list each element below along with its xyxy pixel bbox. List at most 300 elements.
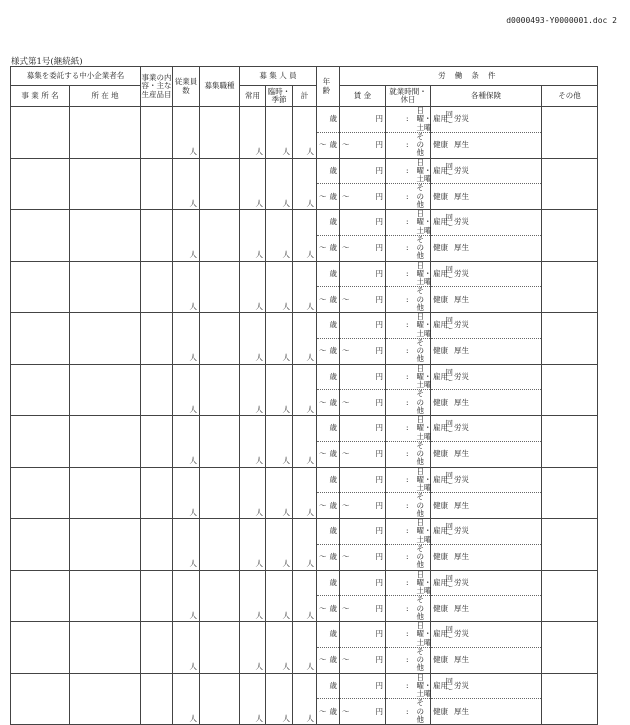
recruit-type-cell[interactable]: [200, 107, 240, 159]
business-content-cell[interactable]: [141, 416, 173, 468]
header-other: その他: [542, 86, 598, 107]
person-unit: 人: [190, 353, 198, 362]
recruit-type-cell[interactable]: [200, 570, 240, 622]
insurance-cell[interactable]: [431, 261, 542, 313]
tilde: ～: [342, 708, 350, 716]
person-unit: 人: [307, 662, 315, 671]
seasonal-cell[interactable]: [266, 107, 293, 159]
table-row: [11, 519, 630, 571]
hours-holidays-cell[interactable]: [386, 158, 431, 210]
age-unit: 歳: [330, 656, 338, 664]
office-name-cell[interactable]: [11, 673, 70, 725]
insurance-cell[interactable]: [431, 467, 542, 519]
business-content-cell[interactable]: [141, 210, 173, 262]
yen-unit: 円: [376, 167, 384, 175]
colon: :: [406, 373, 409, 381]
days-off-label: 日曜・土曜: [417, 262, 432, 287]
pension-insurance-label: 厚生: [454, 605, 469, 613]
office-name-cell[interactable]: [11, 519, 70, 571]
yen-unit: 円: [376, 141, 384, 149]
header-hours-holidays: 就業時間・休日: [386, 86, 431, 107]
days-off-label: 日曜・土曜: [417, 519, 432, 544]
person-unit: 人: [256, 559, 264, 568]
age-cell[interactable]: [317, 261, 340, 313]
other-cell[interactable]: [542, 622, 598, 674]
wage-cell[interactable]: [340, 261, 386, 313]
health-insurance-label: 健康: [433, 296, 448, 304]
pension-insurance-label: 厚生: [454, 708, 469, 716]
total-cell[interactable]: [293, 519, 317, 571]
labor-insurance-label: 労災: [454, 424, 469, 432]
person-unit: 人: [256, 250, 264, 259]
other-cell[interactable]: [542, 313, 598, 365]
age-cell[interactable]: [317, 622, 340, 674]
office-name-cell[interactable]: [11, 210, 70, 262]
header-wage: 賃 金: [340, 86, 386, 107]
business-content-cell[interactable]: [141, 467, 173, 519]
health-insurance-label: 健康: [433, 244, 448, 252]
header-regular: 常用: [240, 86, 266, 107]
insurance-cell[interactable]: [431, 416, 542, 468]
age-unit: 歳: [330, 244, 338, 252]
weeks-label: 回～: [446, 266, 454, 283]
person-unit: 人: [283, 559, 291, 568]
hours-holidays-cell[interactable]: [386, 364, 431, 416]
seasonal-cell[interactable]: [266, 261, 293, 313]
person-unit: 人: [307, 353, 315, 362]
recruit-type-cell[interactable]: [200, 313, 240, 365]
business-content-cell[interactable]: [141, 570, 173, 622]
health-insurance-label: 健康: [433, 656, 448, 664]
total-cell[interactable]: [293, 158, 317, 210]
insurance-cell[interactable]: [431, 210, 542, 262]
regular-cell[interactable]: [240, 519, 266, 571]
total-cell[interactable]: [293, 210, 317, 262]
tilde: ～: [342, 553, 350, 561]
other-cell[interactable]: [542, 519, 598, 571]
employment-insurance-label: 雇用: [433, 167, 448, 175]
colon: :: [406, 682, 409, 690]
weeks-label: 回～: [446, 472, 454, 489]
employment-insurance-label: 雇用: [433, 218, 448, 226]
labor-insurance-label: 労災: [454, 579, 469, 587]
address-cell[interactable]: [70, 673, 141, 725]
person-unit: 人: [307, 250, 315, 259]
regular-cell[interactable]: [240, 261, 266, 313]
hours-holidays-cell[interactable]: [386, 313, 431, 365]
weeks-label: 回～: [446, 369, 454, 386]
colon: :: [406, 347, 409, 355]
regular-cell[interactable]: [240, 673, 266, 725]
employees-cell[interactable]: [173, 416, 200, 468]
person-unit: 人: [256, 508, 264, 517]
tilde: ～: [319, 553, 327, 561]
age-cell[interactable]: [317, 210, 340, 262]
other-cell[interactable]: [542, 210, 598, 262]
yen-unit: 円: [376, 321, 384, 329]
total-cell[interactable]: [293, 570, 317, 622]
employees-cell[interactable]: [173, 673, 200, 725]
person-unit: 人: [256, 405, 264, 414]
hours-holidays-cell[interactable]: [386, 261, 431, 313]
others-label: その他: [417, 133, 430, 158]
wage-cell[interactable]: [340, 158, 386, 210]
age-unit: 歳: [330, 476, 338, 484]
hours-holidays-cell[interactable]: [386, 210, 431, 262]
tilde: ～: [319, 244, 327, 252]
wage-cell[interactable]: [340, 313, 386, 365]
hours-holidays-cell[interactable]: [386, 467, 431, 519]
employees-cell[interactable]: [173, 364, 200, 416]
colon: :: [406, 476, 409, 484]
others-label: その他: [417, 648, 430, 673]
age-unit: 歳: [330, 347, 338, 355]
tilde: ～: [342, 347, 350, 355]
recruit-type-cell[interactable]: [200, 158, 240, 210]
header-recruit-count: 募 集 人 員: [240, 67, 317, 86]
tilde: ～: [319, 399, 327, 407]
yen-unit: 円: [376, 424, 384, 432]
business-content-cell[interactable]: [141, 519, 173, 571]
colon: :: [406, 527, 409, 535]
address-cell[interactable]: [70, 261, 141, 313]
hours-holidays-cell[interactable]: [386, 416, 431, 468]
business-content-cell[interactable]: [141, 158, 173, 210]
person-unit: 人: [283, 147, 291, 156]
labor-insurance-label: 労災: [454, 167, 469, 175]
age-unit: 歳: [330, 424, 338, 432]
person-unit: 人: [307, 611, 315, 620]
recruit-type-cell[interactable]: [200, 519, 240, 571]
business-content-cell[interactable]: [141, 364, 173, 416]
age-cell[interactable]: [317, 313, 340, 365]
total-cell[interactable]: [293, 673, 317, 725]
age-unit: 歳: [330, 115, 338, 123]
hours-holidays-cell[interactable]: [386, 673, 431, 725]
labor-insurance-label: 労災: [454, 527, 469, 535]
colon: :: [406, 141, 409, 149]
regular-cell[interactable]: [240, 158, 266, 210]
labor-insurance-label: 労災: [454, 476, 469, 484]
others-label: その他: [417, 545, 430, 570]
weeks-label: 回～: [446, 678, 454, 695]
header-seasonal: 臨時・季節: [266, 86, 293, 107]
address-cell[interactable]: [70, 416, 141, 468]
employees-cell[interactable]: [173, 107, 200, 159]
regular-cell[interactable]: [240, 622, 266, 674]
pension-insurance-label: 厚生: [454, 656, 469, 664]
employees-cell[interactable]: [173, 261, 200, 313]
age-cell[interactable]: [317, 673, 340, 725]
office-name-cell[interactable]: [11, 107, 70, 159]
wage-cell[interactable]: [340, 622, 386, 674]
wage-cell[interactable]: [340, 467, 386, 519]
seasonal-cell[interactable]: [266, 416, 293, 468]
colon: :: [406, 502, 409, 510]
seasonal-cell[interactable]: [266, 673, 293, 725]
employees-cell[interactable]: [173, 570, 200, 622]
tilde: ～: [319, 193, 327, 201]
weeks-label: 回～: [446, 626, 454, 643]
person-unit: 人: [190, 147, 198, 156]
person-unit: 人: [283, 199, 291, 208]
yen-unit: 円: [376, 218, 384, 226]
yen-unit: 円: [376, 115, 384, 123]
recruit-type-cell[interactable]: [200, 467, 240, 519]
regular-cell[interactable]: [240, 364, 266, 416]
recruit-type-cell[interactable]: [200, 416, 240, 468]
person-unit: 人: [307, 199, 315, 208]
weeks-label: 回～: [446, 420, 454, 437]
employees-cell[interactable]: [173, 210, 200, 262]
regular-cell[interactable]: [240, 107, 266, 159]
colon: :: [406, 193, 409, 201]
labor-insurance-label: 労災: [454, 321, 469, 329]
insurance-cell[interactable]: [431, 570, 542, 622]
health-insurance-label: 健康: [433, 708, 448, 716]
colon: :: [406, 424, 409, 432]
office-name-cell[interactable]: [11, 622, 70, 674]
seasonal-cell[interactable]: [266, 622, 293, 674]
seasonal-cell[interactable]: [266, 210, 293, 262]
regular-cell[interactable]: [240, 467, 266, 519]
recruit-type-cell[interactable]: [200, 673, 240, 725]
others-label: その他: [417, 699, 430, 724]
insurance-cell[interactable]: [431, 158, 542, 210]
regular-cell[interactable]: [240, 210, 266, 262]
total-cell[interactable]: [293, 364, 317, 416]
address-cell[interactable]: [70, 107, 141, 159]
seasonal-cell[interactable]: [266, 158, 293, 210]
address-cell[interactable]: [70, 313, 141, 365]
age-cell[interactable]: [317, 364, 340, 416]
insurance-cell[interactable]: [431, 519, 542, 571]
yen-unit: 円: [376, 373, 384, 381]
table-body: [11, 107, 630, 725]
age-cell[interactable]: [317, 519, 340, 571]
hours-holidays-cell[interactable]: [386, 107, 431, 159]
address-cell[interactable]: [70, 158, 141, 210]
health-insurance-label: 健康: [433, 553, 448, 561]
age-unit: 歳: [330, 321, 338, 329]
colon: :: [406, 244, 409, 252]
address-cell[interactable]: [70, 467, 141, 519]
person-unit: 人: [307, 508, 315, 517]
yen-unit: 円: [376, 270, 384, 278]
regular-cell[interactable]: [240, 570, 266, 622]
address-cell[interactable]: [70, 364, 141, 416]
wage-cell[interactable]: [340, 673, 386, 725]
address-cell[interactable]: [70, 622, 141, 674]
seasonal-cell[interactable]: [266, 467, 293, 519]
hours-holidays-cell[interactable]: [386, 570, 431, 622]
employment-insurance-label: 雇用: [433, 115, 448, 123]
person-unit: 人: [190, 714, 198, 723]
colon: :: [406, 579, 409, 587]
recruitment-table: [10, 66, 630, 725]
total-cell[interactable]: [293, 622, 317, 674]
insurance-cell[interactable]: [431, 107, 542, 159]
address-cell[interactable]: [70, 519, 141, 571]
office-name-cell[interactable]: [11, 313, 70, 365]
business-content-cell[interactable]: [141, 313, 173, 365]
employment-insurance-label: 雇用: [433, 373, 448, 381]
employees-cell[interactable]: [173, 467, 200, 519]
total-cell[interactable]: [293, 107, 317, 159]
recruit-type-cell[interactable]: [200, 622, 240, 674]
employees-cell[interactable]: [173, 158, 200, 210]
health-insurance-label: 健康: [433, 347, 448, 355]
tilde: ～: [319, 656, 327, 664]
other-cell[interactable]: [542, 261, 598, 313]
person-unit: 人: [190, 611, 198, 620]
others-label: その他: [417, 287, 430, 312]
age-unit: 歳: [330, 553, 338, 561]
tilde: ～: [342, 296, 350, 304]
office-name-cell[interactable]: [11, 364, 70, 416]
days-off-label: 日曜・土曜: [417, 159, 432, 184]
address-cell[interactable]: [70, 210, 141, 262]
yen-unit: 円: [376, 605, 384, 613]
tilde: ～: [319, 296, 327, 304]
person-unit: 人: [283, 662, 291, 671]
colon: :: [406, 296, 409, 304]
wage-cell[interactable]: [340, 570, 386, 622]
other-cell[interactable]: [542, 416, 598, 468]
colon: :: [406, 399, 409, 407]
person-unit: 人: [283, 714, 291, 723]
employment-insurance-label: 雇用: [433, 579, 448, 587]
address-cell[interactable]: [70, 570, 141, 622]
table-row: [11, 364, 630, 416]
age-cell[interactable]: [317, 416, 340, 468]
age-unit: 歳: [330, 399, 338, 407]
other-cell[interactable]: [542, 364, 598, 416]
pension-insurance-label: 厚生: [454, 141, 469, 149]
other-cell[interactable]: [542, 158, 598, 210]
tilde: ～: [342, 193, 350, 201]
header-age: 年 齢: [317, 67, 340, 107]
employees-cell[interactable]: [173, 622, 200, 674]
header-employees: 従業員数: [173, 67, 200, 107]
yen-unit: 円: [376, 502, 384, 510]
age-cell[interactable]: [317, 107, 340, 159]
tilde: ～: [342, 450, 350, 458]
recruit-type-cell[interactable]: [200, 364, 240, 416]
labor-insurance-label: 労災: [454, 115, 469, 123]
other-cell[interactable]: [542, 570, 598, 622]
yen-unit: 円: [376, 527, 384, 535]
hours-holidays-cell[interactable]: [386, 622, 431, 674]
table-row: [11, 158, 630, 210]
labor-insurance-label: 労災: [454, 270, 469, 278]
wage-cell[interactable]: [340, 416, 386, 468]
office-name-cell[interactable]: [11, 261, 70, 313]
age-cell[interactable]: [317, 158, 340, 210]
age-cell[interactable]: [317, 467, 340, 519]
table-row: [11, 313, 630, 365]
insurance-cell[interactable]: [431, 364, 542, 416]
wage-cell[interactable]: [340, 364, 386, 416]
seasonal-cell[interactable]: [266, 519, 293, 571]
age-cell[interactable]: [317, 570, 340, 622]
age-unit: 歳: [330, 502, 338, 510]
weeks-label: 回～: [446, 523, 454, 540]
others-label: その他: [417, 184, 430, 209]
office-name-cell[interactable]: [11, 416, 70, 468]
employees-cell[interactable]: [173, 519, 200, 571]
days-off-label: 日曜・土曜: [417, 107, 432, 132]
office-name-cell[interactable]: [11, 467, 70, 519]
other-cell[interactable]: [542, 107, 598, 159]
other-cell[interactable]: [542, 673, 598, 725]
age-unit: 歳: [330, 296, 338, 304]
recruit-type-cell[interactable]: [200, 261, 240, 313]
wage-cell[interactable]: [340, 107, 386, 159]
yen-unit: 円: [376, 682, 384, 690]
pension-insurance-label: 厚生: [454, 244, 469, 252]
insurance-cell[interactable]: [431, 622, 542, 674]
business-content-cell[interactable]: [141, 107, 173, 159]
insurance-cell[interactable]: [431, 673, 542, 725]
tilde: ～: [342, 244, 350, 252]
health-insurance-label: 健康: [433, 141, 448, 149]
tilde: ～: [342, 141, 350, 149]
form-label: 様式第1号(継続紙): [11, 55, 83, 67]
header-smb-name: 募集を委託する中小企業者名: [11, 67, 141, 86]
employees-cell[interactable]: [173, 313, 200, 365]
age-unit: 歳: [330, 141, 338, 149]
regular-cell[interactable]: [240, 313, 266, 365]
seasonal-cell[interactable]: [266, 570, 293, 622]
seasonal-cell[interactable]: [266, 364, 293, 416]
regular-cell[interactable]: [240, 416, 266, 468]
total-cell[interactable]: [293, 416, 317, 468]
recruit-type-cell[interactable]: [200, 210, 240, 262]
yen-unit: 円: [376, 553, 384, 561]
office-name-cell[interactable]: [11, 158, 70, 210]
age-unit: 歳: [330, 630, 338, 638]
total-cell[interactable]: [293, 261, 317, 313]
tilde: ～: [342, 399, 350, 407]
header-recruit-type: 募集職種: [200, 67, 240, 107]
age-unit: 歳: [330, 708, 338, 716]
yen-unit: 円: [376, 347, 384, 355]
age-unit: 歳: [330, 450, 338, 458]
seasonal-cell[interactable]: [266, 313, 293, 365]
total-cell[interactable]: [293, 467, 317, 519]
person-unit: 人: [307, 559, 315, 568]
insurance-cell[interactable]: [431, 313, 542, 365]
labor-insurance-label: 労災: [454, 682, 469, 690]
age-unit: 歳: [330, 682, 338, 690]
labor-insurance-label: 労災: [454, 630, 469, 638]
office-name-cell[interactable]: [11, 570, 70, 622]
person-unit: 人: [307, 302, 315, 311]
colon: :: [406, 450, 409, 458]
person-unit: 人: [307, 714, 315, 723]
business-content-cell[interactable]: [141, 261, 173, 313]
total-cell[interactable]: [293, 313, 317, 365]
business-content-cell[interactable]: [141, 622, 173, 674]
employment-insurance-label: 雇用: [433, 321, 448, 329]
hours-holidays-cell[interactable]: [386, 519, 431, 571]
wage-cell[interactable]: [340, 519, 386, 571]
other-cell[interactable]: [542, 467, 598, 519]
wage-cell[interactable]: [340, 210, 386, 262]
weeks-label: 回～: [446, 163, 454, 180]
business-content-cell[interactable]: [141, 673, 173, 725]
